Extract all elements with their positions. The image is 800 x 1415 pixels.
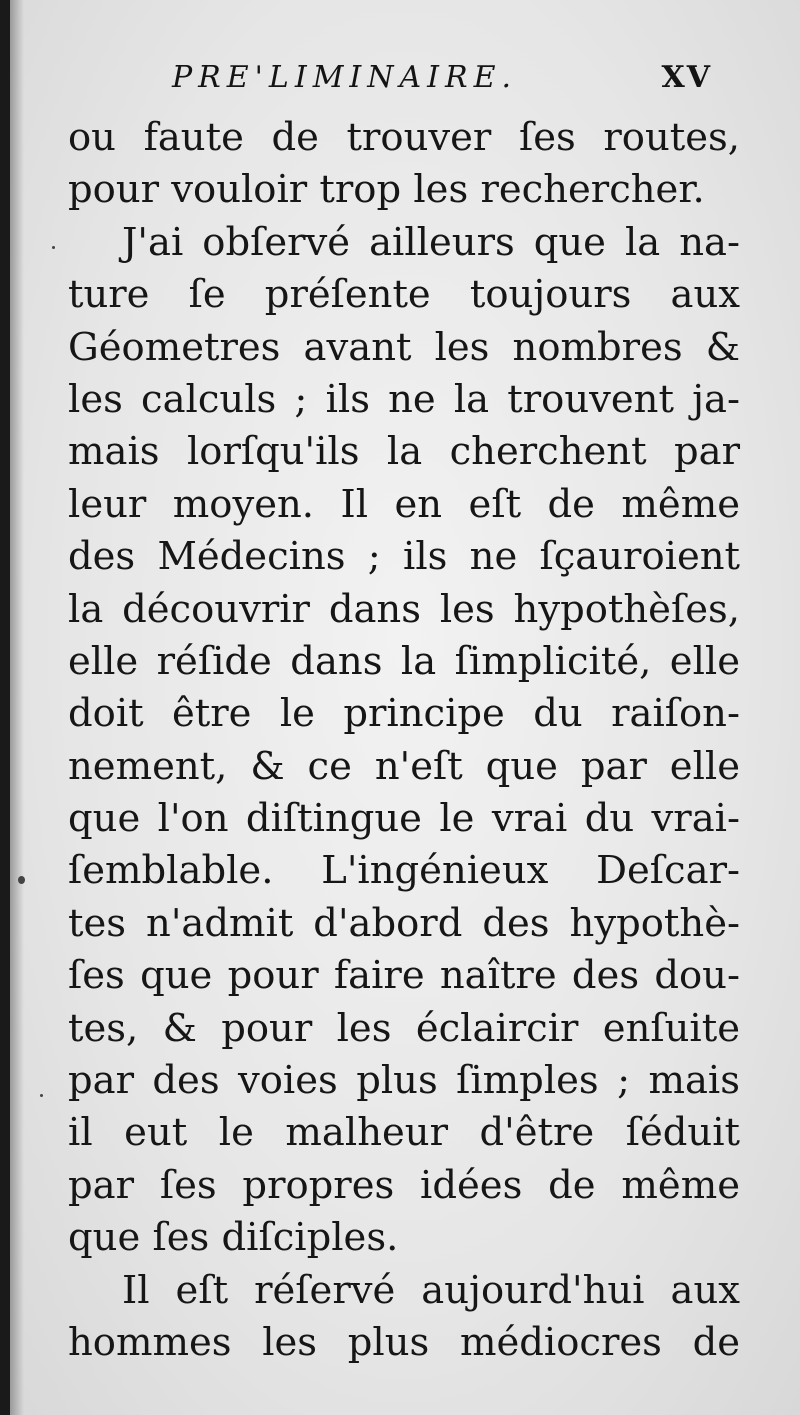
page-number: XV bbox=[661, 60, 712, 95]
text-line: elle réſide dans la ſimplicité, elle bbox=[68, 638, 740, 684]
text-line: nement, & ce n'eſt que par elle bbox=[68, 743, 740, 789]
paragraph-first-line: Il eſt réſervé aujourd'hui aux bbox=[122, 1267, 740, 1313]
text-line: leur moyen. Il en eſt de même bbox=[68, 481, 740, 527]
book-page bbox=[10, 0, 800, 1415]
paragraph-first-line: J'ai obſervé ailleurs que la na- bbox=[122, 219, 740, 265]
text-line: pour vouloir trop les rechercher. bbox=[68, 167, 705, 213]
text-line: Géometres avant les nombres & bbox=[68, 324, 740, 370]
text-line: par ſes propres idées de même bbox=[68, 1162, 740, 1208]
text-line: par des voies plus ſimples ; mais bbox=[68, 1058, 740, 1104]
binding-shadow bbox=[10, 0, 24, 1415]
text-line: ſemblable. L'ingénieux Deſcar- bbox=[68, 848, 740, 894]
running-head: PRE'LIMINAIRE. bbox=[172, 60, 518, 95]
text-line: que ſes diſciples. bbox=[68, 1215, 399, 1261]
text-line: mais lorſqu'ils la cherchent par bbox=[68, 429, 740, 475]
text-line: tes, & pour les éclaircir enſuite bbox=[68, 1005, 740, 1051]
text-line: il eut le malheur d'être ſéduit bbox=[68, 1110, 740, 1156]
text-line: hommes les plus médiocres de bbox=[68, 1319, 740, 1365]
text-line: que l'on diſtingue le vrai du vrai- bbox=[68, 796, 740, 842]
text-line: doit être le principe du raiſon- bbox=[68, 691, 740, 737]
text-line: ture ſe préſente toujours aux bbox=[68, 272, 740, 318]
text-line: ou faute de trouver ſes routes, bbox=[68, 115, 740, 160]
text-line: des Médecins ; ils ne ſçauroient bbox=[68, 534, 740, 580]
text-line: ſes que pour faire naître des dou- bbox=[68, 953, 740, 999]
body-text bbox=[68, 112, 740, 1369]
paper-speck bbox=[52, 246, 55, 249]
text-line: tes n'admit d'abord des hypothè- bbox=[68, 900, 740, 946]
paper-speck bbox=[40, 1094, 43, 1097]
text-line: les calculs ; ils ne la trouvent ja- bbox=[68, 376, 740, 422]
page-header bbox=[10, 60, 800, 112]
paper-speck bbox=[18, 876, 25, 884]
text-line: la découvrir dans les hypothèſes, bbox=[68, 586, 740, 632]
